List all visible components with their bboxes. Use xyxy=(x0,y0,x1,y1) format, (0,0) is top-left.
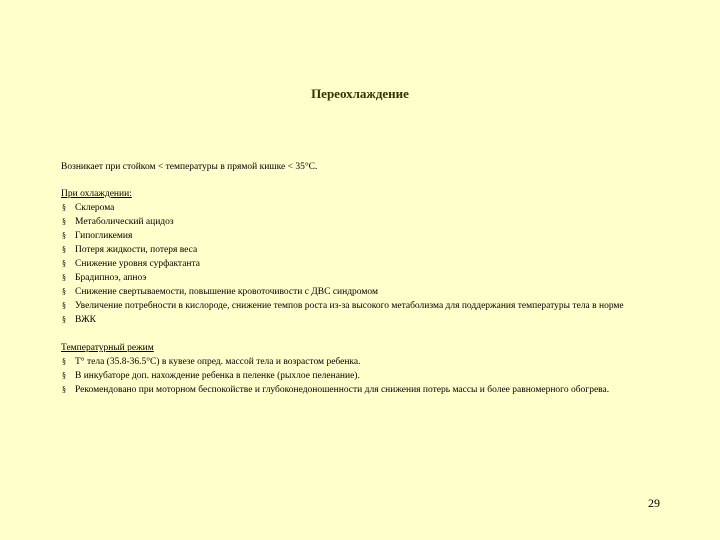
bullet-icon: § xyxy=(62,231,66,240)
list-item-text: Снижение уровня сурфактанта xyxy=(75,259,200,269)
list-item-text: В инкубаторе доп. нахождение ребенка в пеленке (рыхлое пеленание). xyxy=(75,371,360,381)
intro-text: Возникает при стойком < температуры в прямой кишке < 35°С. xyxy=(61,162,318,172)
list-item-text: Потеря жидкости, потеря веса xyxy=(75,245,198,255)
list-item-text: ВЖК xyxy=(75,315,96,325)
bullet-icon: § xyxy=(62,287,66,296)
list-item-text: Т° тела (35.8-36.5°С) в кувезе опред. массой тела и возрастом ребенка. xyxy=(75,357,361,367)
list-item xyxy=(61,313,651,327)
list-item-text: Гипогликемия xyxy=(75,231,133,241)
bullet-icon: § xyxy=(62,315,66,324)
section-cooling xyxy=(61,187,651,327)
list-item xyxy=(61,383,651,397)
list-item xyxy=(61,299,651,313)
list-item-text: Склерома xyxy=(75,203,115,213)
bullet-icon: § xyxy=(62,385,66,394)
list-item xyxy=(61,285,651,299)
section-cooling-heading: При охлаждении: xyxy=(61,189,132,199)
bullet-icon: § xyxy=(62,245,66,254)
list-item xyxy=(61,215,651,229)
list-item-text: Увеличение потребности в кислороде, снижение темпов роста из-за высокого метаболизма для поддержания температуры тела в норме xyxy=(75,301,624,311)
page-number: 29 xyxy=(648,496,660,510)
section-temperature xyxy=(61,341,651,397)
list-item-text: Рекомендовано при моторном беспокойстве и глубоконедоношенности для снижения потерь массы и более равномерного обогрева. xyxy=(75,385,610,395)
bullet-icon: § xyxy=(62,357,66,366)
list-item-text: Снижение свертываемости, повышение кровоточивости с ДВС синдромом xyxy=(75,287,378,297)
temperature-regime-list xyxy=(61,355,651,397)
list-item xyxy=(61,229,651,243)
bullet-icon: § xyxy=(62,301,66,310)
list-item xyxy=(61,271,651,285)
list-item xyxy=(61,369,651,383)
list-item xyxy=(61,201,651,215)
list-item xyxy=(61,355,651,369)
list-item-text: Метаболический ацидоз xyxy=(75,217,174,227)
bullet-icon: § xyxy=(62,273,66,282)
section-temperature-heading: Температурный режим xyxy=(61,343,154,353)
slide-title: Переохлаждение xyxy=(311,86,409,101)
bullet-icon: § xyxy=(62,259,66,268)
bullet-icon: § xyxy=(62,217,66,226)
cooling-effects-list xyxy=(61,201,651,327)
slide-content xyxy=(61,160,651,411)
bullet-icon: § xyxy=(62,371,66,380)
list-item xyxy=(61,257,651,271)
bullet-icon: § xyxy=(62,203,66,212)
list-item-text: Брадипноэ, апноэ xyxy=(75,273,147,283)
list-item xyxy=(61,243,651,257)
